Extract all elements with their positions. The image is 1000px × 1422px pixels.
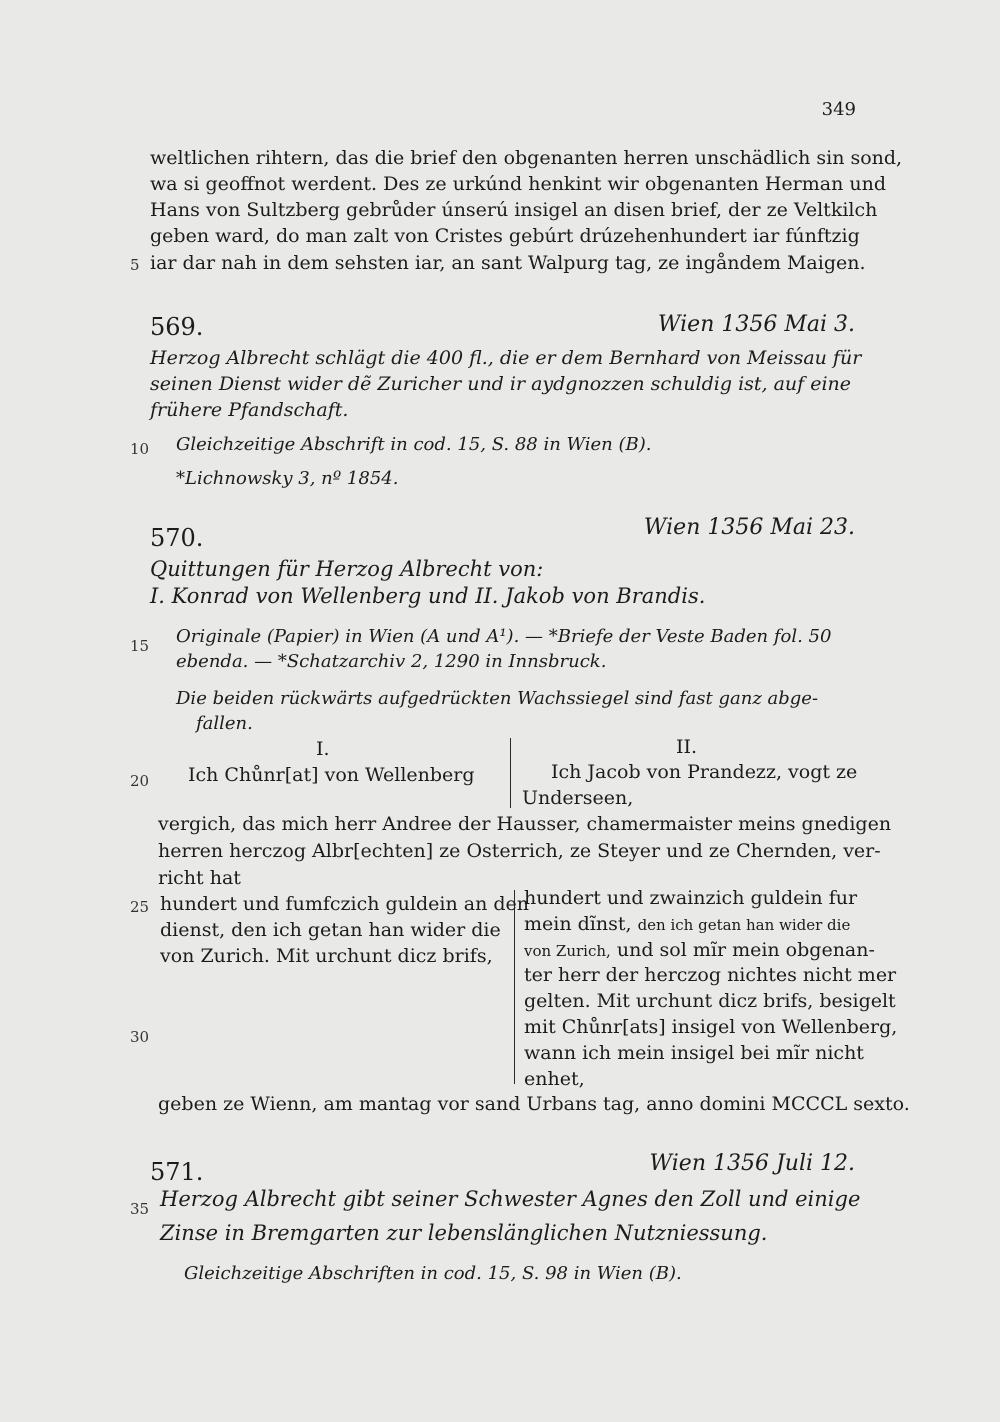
line-number: 30 <box>130 1028 150 1046</box>
column-divider <box>514 890 515 1084</box>
text-line: iar dar nah in dem sehsten iar, an sant Walpurg tag, ze ingåndem Maigen. <box>150 252 866 274</box>
column-ii-text <box>524 938 875 963</box>
doc-570-number: 570. <box>150 524 204 552</box>
column-ii-text: wann ich mein insigel bei mĩr nicht <box>524 1042 864 1064</box>
column-ii-text-main: und sol mĩr mein obgenan- <box>616 939 875 961</box>
doc-570-source: ebenda. — *Schatzarchiv 2, 1290 in Innsbruck. <box>176 651 607 672</box>
column-ii-text-small: von Zurich, <box>524 942 611 960</box>
column-i-text: hundert und fumfczich guldein an den <box>160 893 529 915</box>
doc-570-note: fallen. <box>196 713 253 734</box>
column-ii-text: mit Chůnr[ats] insigel von Wellenberg, <box>524 1016 898 1038</box>
doc-571-number: 571. <box>150 1158 204 1186</box>
doc-570-regest: Quittungen für Herzog Albrecht von: <box>150 557 544 581</box>
doc-570-date: Wien 1356 Mai 23. <box>643 515 855 540</box>
closing-line: geben ze Wienn, am mantag vor sand Urbans tag, anno domini MCCCL sexto. <box>158 1093 910 1115</box>
shared-text-line: herren herczog Albr[echten] ze Osterrich, ze Steyer und ze Chernden, ver- <box>158 840 881 862</box>
shared-text-line: vergich, das mich herr Andree der Hausser, chamermaister meins gnedigen <box>158 813 892 835</box>
line-number: 5 <box>130 256 140 274</box>
column-i-text: von Zurich. Mit urchunt dicz brifs, <box>160 945 493 967</box>
doc-570-note: Die beiden rückwärts aufgedrückten Wachssiegel sind fast ganz abge- <box>176 688 819 709</box>
column-ii-text-main: mein dĩnst, <box>524 913 632 935</box>
column-i-text: dienst, den ich getan han wider die <box>160 919 501 941</box>
doc-570-regest: I. Konrad von Wellenberg und II. Jakob von Brandis. <box>150 584 706 608</box>
line-number: 10 <box>130 440 150 458</box>
doc-569-number: 569. <box>150 313 204 341</box>
line-number: 35 <box>130 1200 150 1218</box>
column-ii-text-small: den ich getan han wider die <box>637 916 851 934</box>
doc-569-reference: *Lichnowsky 3, nº 1854. <box>176 468 399 489</box>
text-line: weltlichen rihtern, das die brief den obgenanten herren unschädlich sin sond, <box>150 147 903 169</box>
text-line: wa si geoffnot werdent. Des ze urkúnd henkint wir obgenanten Herman und <box>150 173 887 195</box>
doc-569-regest: seinen Dienst wider dẽ Zuricher und ir aydgnozzen schuldig ist, auf eine <box>150 373 852 395</box>
column-i-text: Ich Chůnr[at] von Wellenberg <box>188 764 475 786</box>
doc-571-date: Wien 1356 Juli 12. <box>649 1151 855 1176</box>
doc-569-regest: frühere Pfandschaft. <box>150 399 349 421</box>
column-ii-text: ter herr der herczog nichtes nicht mer <box>524 964 897 986</box>
column-ii-text: hundert und zwainzich guldein fur <box>524 887 858 909</box>
line-number: 20 <box>130 772 150 790</box>
line-number: 15 <box>130 637 150 655</box>
column-divider <box>510 738 511 808</box>
doc-569-regest: Herzog Albrecht schlägt die 400 fl., die er dem Bernhard von Meissau für <box>150 347 862 369</box>
column-ii-text: Ich Jacob von Prandezz, vogt ze <box>551 761 858 783</box>
column-ii-text: enhet, <box>524 1068 585 1090</box>
doc-570-source: Originale (Papier) in Wien (A und A¹). — *Briefe der Veste Baden fol. 50 <box>176 626 832 647</box>
column-ii-text <box>524 912 850 937</box>
doc-571-source: Gleichzeitige Abschriften in cod. 15, S. 98 in Wien (B). <box>184 1263 682 1284</box>
shared-text-line: richt hat <box>158 867 241 889</box>
column-ii-text: Underseen, <box>522 787 634 809</box>
column-heading-ii: II. <box>676 736 698 758</box>
line-number: 25 <box>130 898 150 916</box>
column-heading-i: I. <box>316 738 330 760</box>
page-number: 349 <box>821 99 856 120</box>
text-line: Hans von Sultzberg gebrůder únserú insigel an disen brief, der ze Veltkilch <box>150 199 878 221</box>
doc-569-source: Gleichzeitige Abschrift in cod. 15, S. 88 in Wien (B). <box>176 434 652 455</box>
doc-569-date: Wien 1356 Mai 3. <box>657 312 855 337</box>
doc-571-regest: Herzog Albrecht gibt seiner Schwester Agnes den Zoll und einige <box>160 1187 861 1211</box>
text-line: geben ward, do man zalt von Cristes gebúrt drúzehenhundert iar fúnftzig <box>150 225 860 247</box>
doc-571-regest: Zinse in Bremgarten zur lebenslänglichen Nutzniessung. <box>160 1221 768 1245</box>
column-ii-text: gelten. Mit urchunt dicz brifs, besigelt <box>524 990 896 1012</box>
